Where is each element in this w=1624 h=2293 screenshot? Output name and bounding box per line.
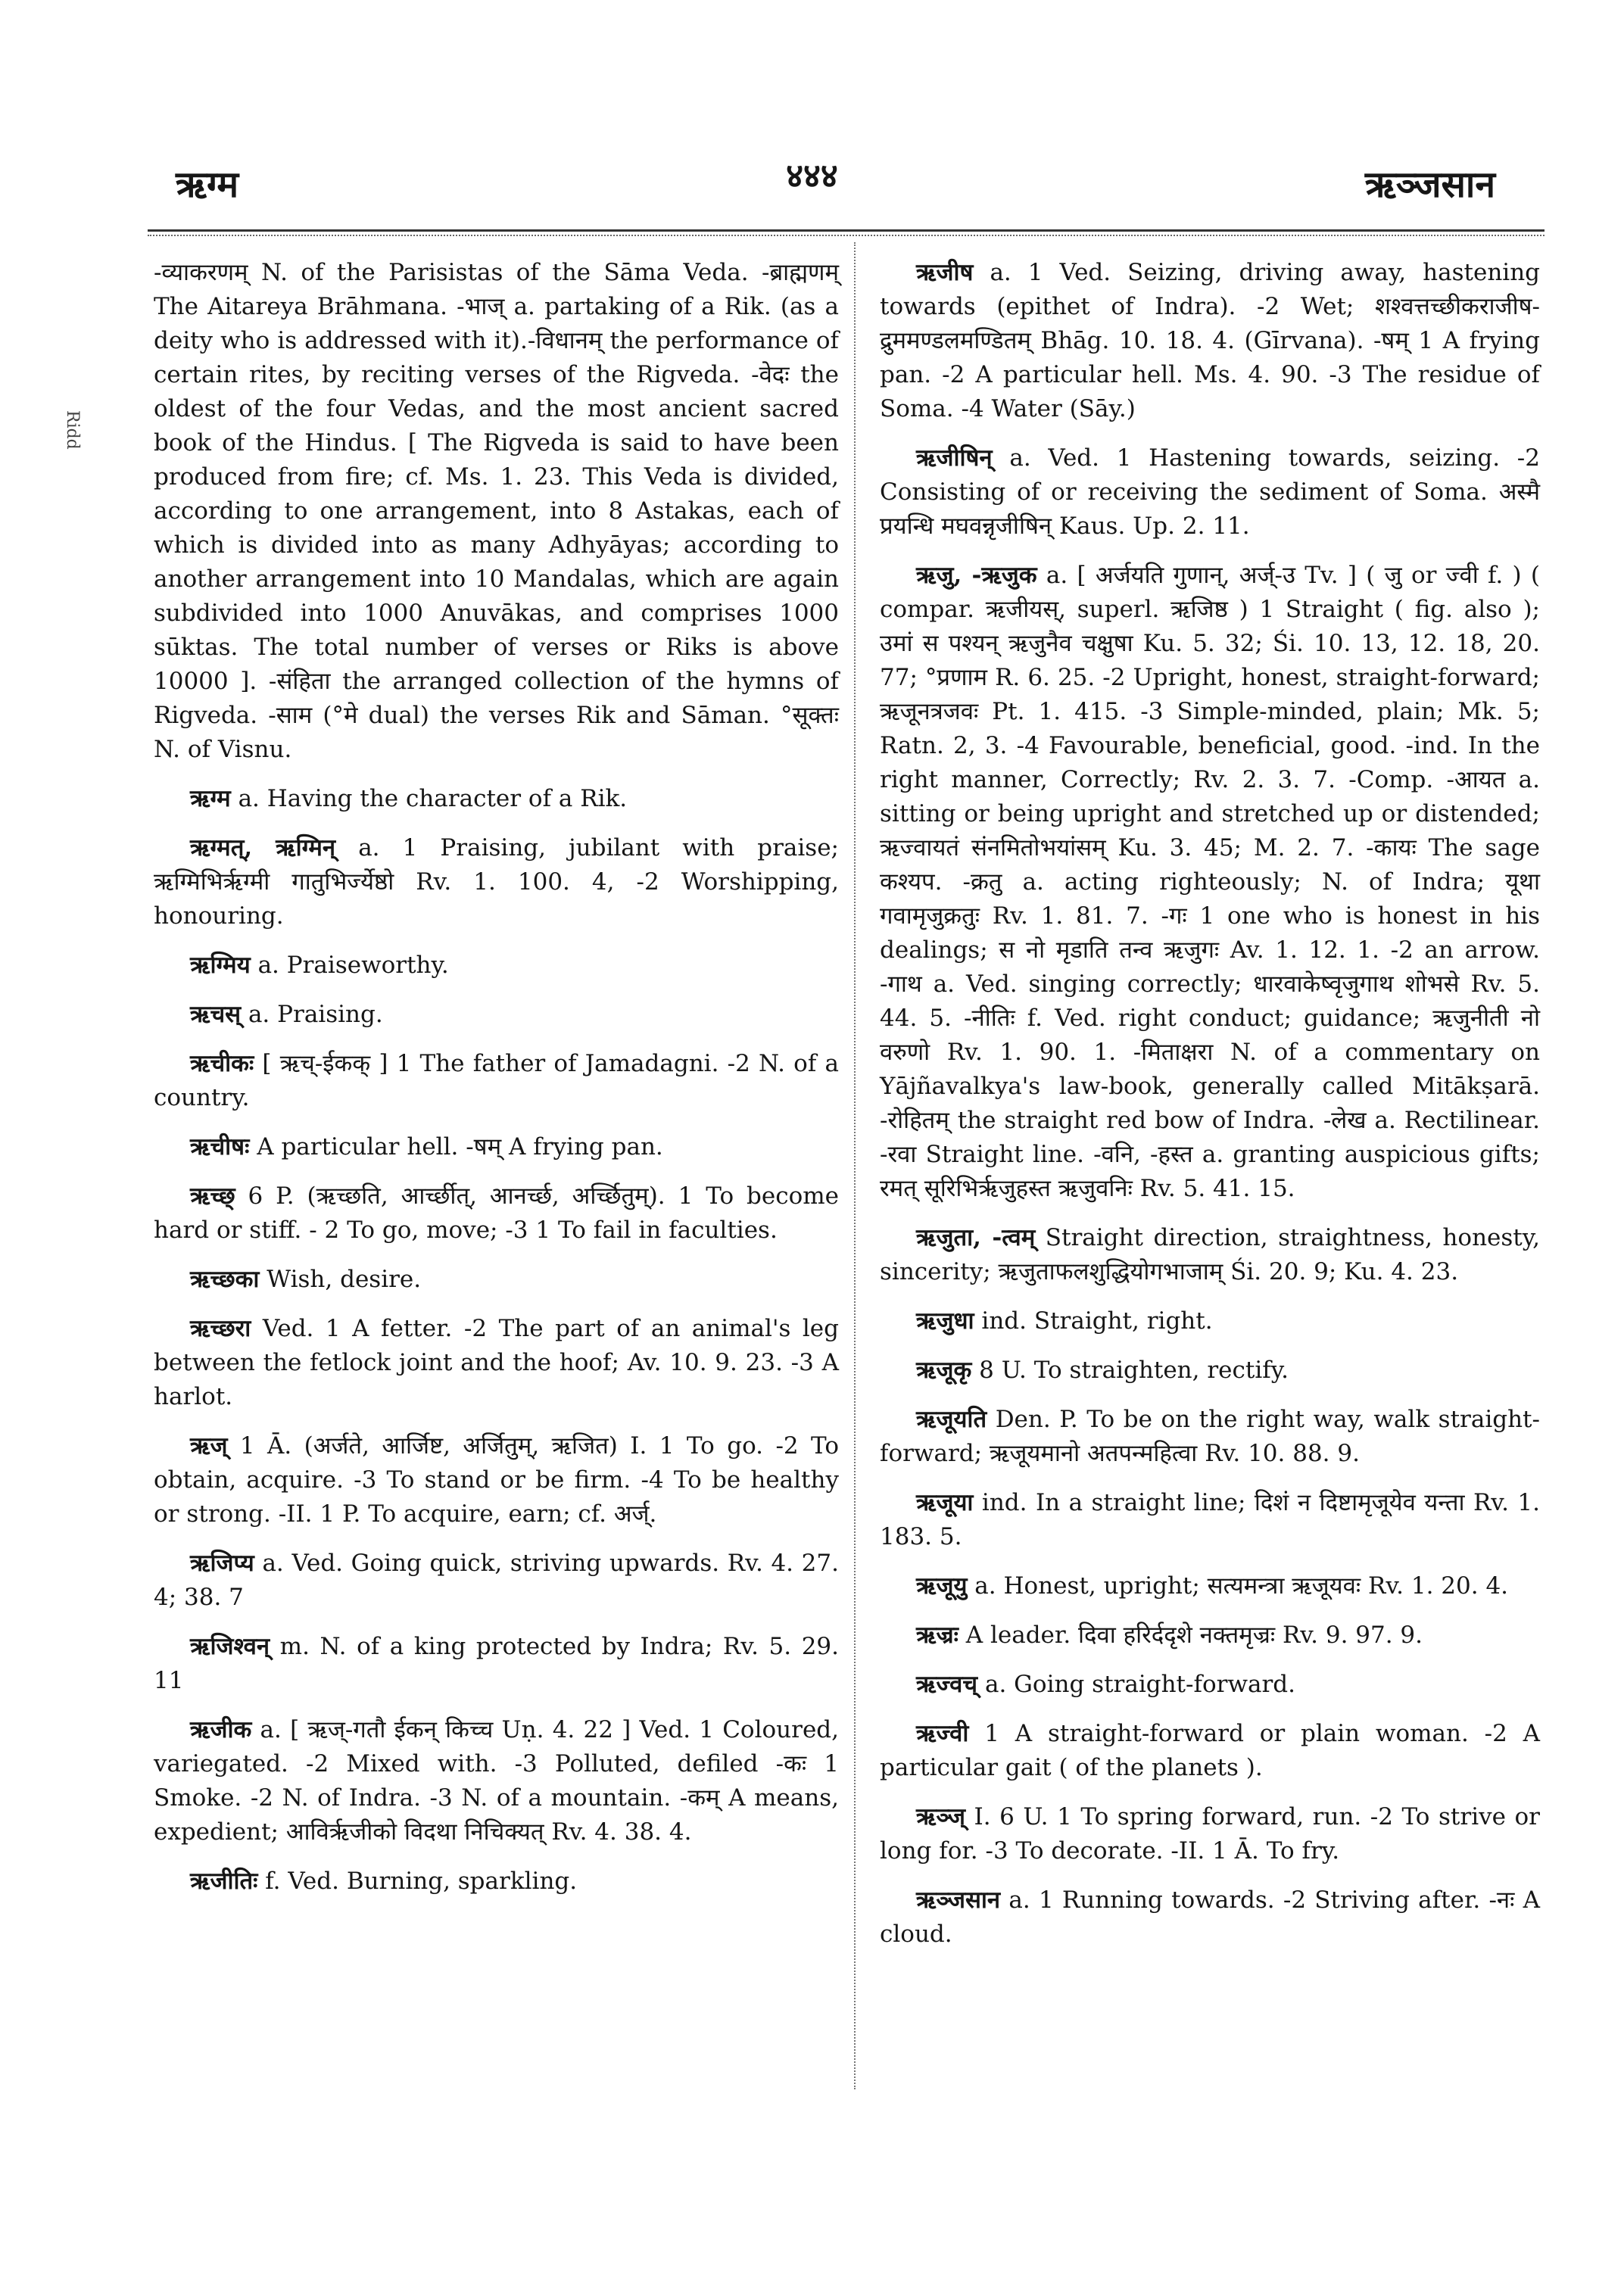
- header-rule: [148, 229, 1545, 232]
- entry-text: I. 6 U. 1 To spring forward, run. -2 To strive or long for. -3 To decorate. -II. 1 Ā. To fry.: [880, 1803, 1540, 1865]
- dictionary-entry: [154, 256, 839, 767]
- entry-text: a. Ved. 1 Hastening towards, seizing. -2 Consisting of or receiving the sediment of Soma. अस्मै प्रयन्धि मघवन्नृजीषिन् Kaus. Up. 2. 11.: [880, 444, 1541, 540]
- entry-text: ind. Straight, right.: [981, 1307, 1213, 1335]
- left-column: [154, 256, 839, 1914]
- dictionary-entry: [880, 559, 1540, 1206]
- entry-headword: ऋजिश्वन्: [190, 1633, 270, 1660]
- entry-text: a. [ ऋज्-गतौ ईकन् किच्च Uṇ. 4. 22 ] Ved. 1 Coloured, variegated. -2 Mixed with. -3 Polluted, defiled -कः 1 Smoke. -2 N. of Indra. -3 N. of a mountain. -कम् A means, expedient; आविर्ऋजीको विदथा निचिक्यत् Rv. 4. 38. 4.: [154, 1716, 839, 1846]
- entry-text: a. 1 Running towards. -2 Striving after. -नः A cloud.: [880, 1886, 1540, 1948]
- right-column: [880, 256, 1540, 1967]
- dictionary-entry: [880, 1304, 1540, 1338]
- entry-headword: ऋजु, -ऋजुक: [916, 562, 1037, 589]
- header-right-catchword: ऋञ्जसान: [1364, 164, 1495, 206]
- dictionary-entry: [154, 782, 839, 816]
- entry-headword: ऋजूकृ: [916, 1357, 972, 1384]
- entry-text: a. 1 Praising, jubilant with praise; ऋग्मिभिर्ऋग्मी गातुभिर्ज्येष्ठो Rv. 1. 100. 4, -2 Worshipping, honouring.: [154, 834, 840, 930]
- dictionary-entry: [880, 1717, 1540, 1785]
- dictionary-entry: [154, 1130, 839, 1164]
- entry-headword: ऋजीतिः: [190, 1868, 258, 1895]
- entry-headword: ऋजीक: [190, 1716, 252, 1743]
- entry-headword: ऋजूया: [916, 1489, 974, 1516]
- entry-headword: ऋच्छरा: [190, 1315, 251, 1342]
- entry-text: m. N. of a king protected by Indra; Rv. 5. 29. 11: [154, 1633, 839, 1694]
- entry-text: f. Ved. Burning, sparkling.: [265, 1868, 578, 1895]
- entry-headword: ऋजिप्य: [190, 1550, 254, 1577]
- entry-headword: ऋग्मिय: [190, 952, 251, 979]
- dictionary-entry: [880, 1486, 1540, 1554]
- entry-text: a. Praiseworthy.: [257, 952, 449, 979]
- entry-text: A particular hell. -षम् A frying pan.: [257, 1133, 663, 1161]
- entry-headword: ऋजुधा: [916, 1307, 974, 1335]
- dictionary-entry: [880, 1221, 1540, 1289]
- entry-headword: ऋजीष: [916, 259, 974, 286]
- entry-headword: ऋजूयति: [916, 1406, 987, 1433]
- dictionary-entry: [154, 1047, 839, 1115]
- dictionary-entry: [154, 1713, 839, 1849]
- dictionary-entry: [154, 998, 839, 1032]
- entry-headword: ऋज्वी: [916, 1720, 969, 1747]
- entry-headword: ऋच्छ्: [190, 1182, 235, 1210]
- entry-text: a. [ अर्जयति गुणान्, अर्ज्-उ Tv. ] ( जु or ज्वी f. ) ( compar. ऋजीयस्, superl. ऋजिष्ठ ) 1 Straight ( fig. also ); उमां स पश्यन् ऋजुनैव चक्षुषा Ku. 5. 32; Śi. 10. 13, 12. 18, 20. 77; °प्रणाम R. 6. 25. -2 Upright, honest, straight-forward; ऋजूनत्रजवः Pt. 1. 415. -3 Simple-minded, plain; Mk. 5; Ratn. 2, 3. -4 Favourable, beneficial, good. -ind. In the right manner, Correctly; Rv. 2. 3. 7. -Comp. -आयत a. sitting or being upright and stretched up or distended; ऋज्वायतं संनमितोभयांसम् Ku. 3. 45; M. 2. 7. -कायः The sage कश्यप. -क्रतु a. acting righteously; N. of Indra; यूथा गवामृजुक्रतुः Rv. 1. 81. 7. -गः 1 one who is honest in his dealings; स नो मृडाति तन्व ऋजुगः Av. 1. 12. 1. -2 an arrow. -गाथ a. Ved. singing correctly; धारवाकेष्वृजुगाथ शोभसे Rv. 5. 44. 5. -नीतिः f. Ved. right conduct; guidance; ऋजुनीती नो वरुणो Rv. 1. 90. 1. -मिताक्षरा N. of a commentary on Yājñavalkya's law-book, generally called Mitākṣarā. -रोहितम् the straight red bow of Indra. -लेख a. Rectilinear. -रवा Straight line. -वनि, -हस्त a. granting auspicious gifts; रमत् सूरिभिर्ऋजुहस्त ऋजुवनिः Rv. 5. 41. 15.: [880, 562, 1540, 1202]
- entry-text: A leader. दिवा हरिर्ददृशे नक्तमृज्रः Rv. 9. 97. 9.: [965, 1622, 1423, 1649]
- entry-text: Straight direction, straightness, honesty, sincerity; ऋजुताफलशुद्धियोगभाजाम् Śi. 20. 9; Ku. 4. 23.: [880, 1224, 1540, 1285]
- dictionary-entry: [880, 1668, 1540, 1702]
- entry-text: a. Having the character of a Rik.: [238, 785, 628, 812]
- entry-text: 1 Ā. (अर्जते, आर्जिष्ट, अर्जितुम्, ऋजित) I. 1 To go. -2 To obtain, acquire. -3 To stand or be firm. -4 To be healthy or strong. -II. 1 P. To acquire, earn; cf. अर्ज्.: [154, 1432, 839, 1528]
- entry-text: 8 U. To straighten, rectify.: [979, 1357, 1289, 1384]
- dictionary-entry: [154, 1865, 839, 1899]
- entry-text: a. Ved. Going quick, striving upwards. Rv. 4. 27. 4; 38. 7: [154, 1550, 839, 1611]
- dictionary-entry: [880, 441, 1540, 544]
- dictionary-entry: [880, 1403, 1540, 1471]
- entry-headword: ऋञ्जसान: [916, 1886, 1001, 1914]
- entry-headword: ऋञ्ज्: [916, 1803, 965, 1830]
- entry-text: 1 A straight-forward or plain woman. -2 A particular gait ( of the planets ).: [880, 1720, 1540, 1781]
- entry-headword: ऋज्रः: [916, 1622, 959, 1649]
- entry-headword: ऋजुता, -त्वम्: [916, 1224, 1036, 1251]
- dictionary-entry: [880, 1618, 1540, 1653]
- dictionary-entry: [154, 1630, 839, 1698]
- entry-text: a. Praising.: [248, 1001, 383, 1028]
- dictionary-entry: [880, 1569, 1540, 1603]
- header-left-catchword: ऋग्म: [176, 164, 239, 206]
- entry-headword: ऋजीषिन्: [916, 444, 993, 472]
- page-header: [0, 114, 1624, 220]
- entry-headword: ऋचीकः: [190, 1050, 254, 1077]
- entry-text: a. 1 Ved. Seizing, driving away, hastening towards (epithet of Indra). -2 Wet; शश्वत्तच्छीकराजीष-द्रुममण्डलमण्डितम् Bhāg. 10. 18. 4. (Gīrvana). -षम् 1 A frying pan. -2 A particular hell. Ms. 4. 90. -3 The residue of Soma. -4 Water (Sāy.): [880, 259, 1541, 422]
- dictionary-entry: [154, 1179, 839, 1248]
- entry-headword: ऋचस्: [190, 1001, 242, 1028]
- entry-text: -व्याकरणम् N. of the Parisistas of the Sāma Veda. -ब्राह्मणम् The Aitareya Brāhmana. -भाज् a. partaking of a Rik. (as a deity who is addressed with it).-विधानम् the performance of certain rites, by reciting verses of the Rigveda. -वेदः the oldest of the four Vedas, and the most ancient sacred book of the Hindus. [ The Rigveda is said to have been produced from fire; cf. Ms. 1. 23. This Veda is divided, according to one arrangement, into 8 Astakas, each of which is divided into as many Adhyāyas; according to another arrangement into 10 Mandalas, which are again subdivided into 1000 Anuvākas, and comprises 1000 sūktas. The total number of verses or Riks is above 10000 ]. -संहिता the arranged collection of the hymns of Rigveda. -साम (°मे dual) the verses Rik and Sāman. °सूक्तः N. of Visnu.: [154, 259, 839, 763]
- header-dotted-rule: [148, 235, 1545, 236]
- dictionary-entry: [154, 1312, 839, 1414]
- column-divider: [854, 242, 856, 2089]
- entry-headword: ऋचीषः: [190, 1133, 250, 1161]
- margin-note: Ridd: [63, 410, 82, 450]
- entry-text: a. Going straight-forward.: [984, 1671, 1295, 1698]
- entry-headword: ऋज्: [190, 1432, 228, 1460]
- dictionary-entry: [880, 256, 1540, 426]
- entry-headword: ऋग्म: [190, 785, 231, 812]
- entry-text: ind. In a straight line; दिशं न दिष्टामृजूयेव यन्ता Rv. 1. 183. 5.: [880, 1489, 1541, 1550]
- page-number: ४४४: [786, 157, 838, 195]
- entry-text: a. Honest, upright; सत्यमन्त्रा ऋजूयवः Rv. 1. 20. 4.: [974, 1572, 1509, 1600]
- dictionary-entry: [154, 1547, 839, 1615]
- entry-headword: ऋग्मत्, ऋग्मिन्: [190, 834, 336, 861]
- dictionary-entry: [154, 1263, 839, 1297]
- dictionary-entry: [154, 1429, 839, 1531]
- dictionary-entry: [154, 949, 839, 983]
- dictionary-entry: [880, 1883, 1540, 1952]
- entry-text: Wish, desire.: [267, 1266, 422, 1293]
- entry-text: Den. P. To be on the right way, walk straight-forward; ऋजूयमानो अतपन्महित्वा Rv. 10. 88. 9.: [880, 1406, 1540, 1467]
- dictionary-entry: [880, 1800, 1540, 1868]
- dictionary-entry: [880, 1354, 1540, 1388]
- entry-text: Ved. 1 A fetter. -2 The part of an animal's leg between the fetlock joint and the hoof; Av. 10. 9. 23. -3 A harlot.: [154, 1315, 839, 1410]
- entry-text: [ ऋच्-ईकक् ] 1 The father of Jamadagni. -2 N. of a country.: [154, 1050, 839, 1111]
- entry-headword: ऋज्वच्: [916, 1671, 978, 1698]
- entry-headword: ऋजूयु: [916, 1572, 968, 1600]
- entry-text: 6 P. (ऋच्छति, आर्च्छीत्, आनर्च्छ, अर्च्छितुम्). 1 To become hard or stiff. - 2 To go, move; -3 1 To fail in faculties.: [154, 1182, 839, 1244]
- dictionary-entry: [154, 831, 839, 933]
- entry-headword: ऋच्छका: [190, 1266, 260, 1293]
